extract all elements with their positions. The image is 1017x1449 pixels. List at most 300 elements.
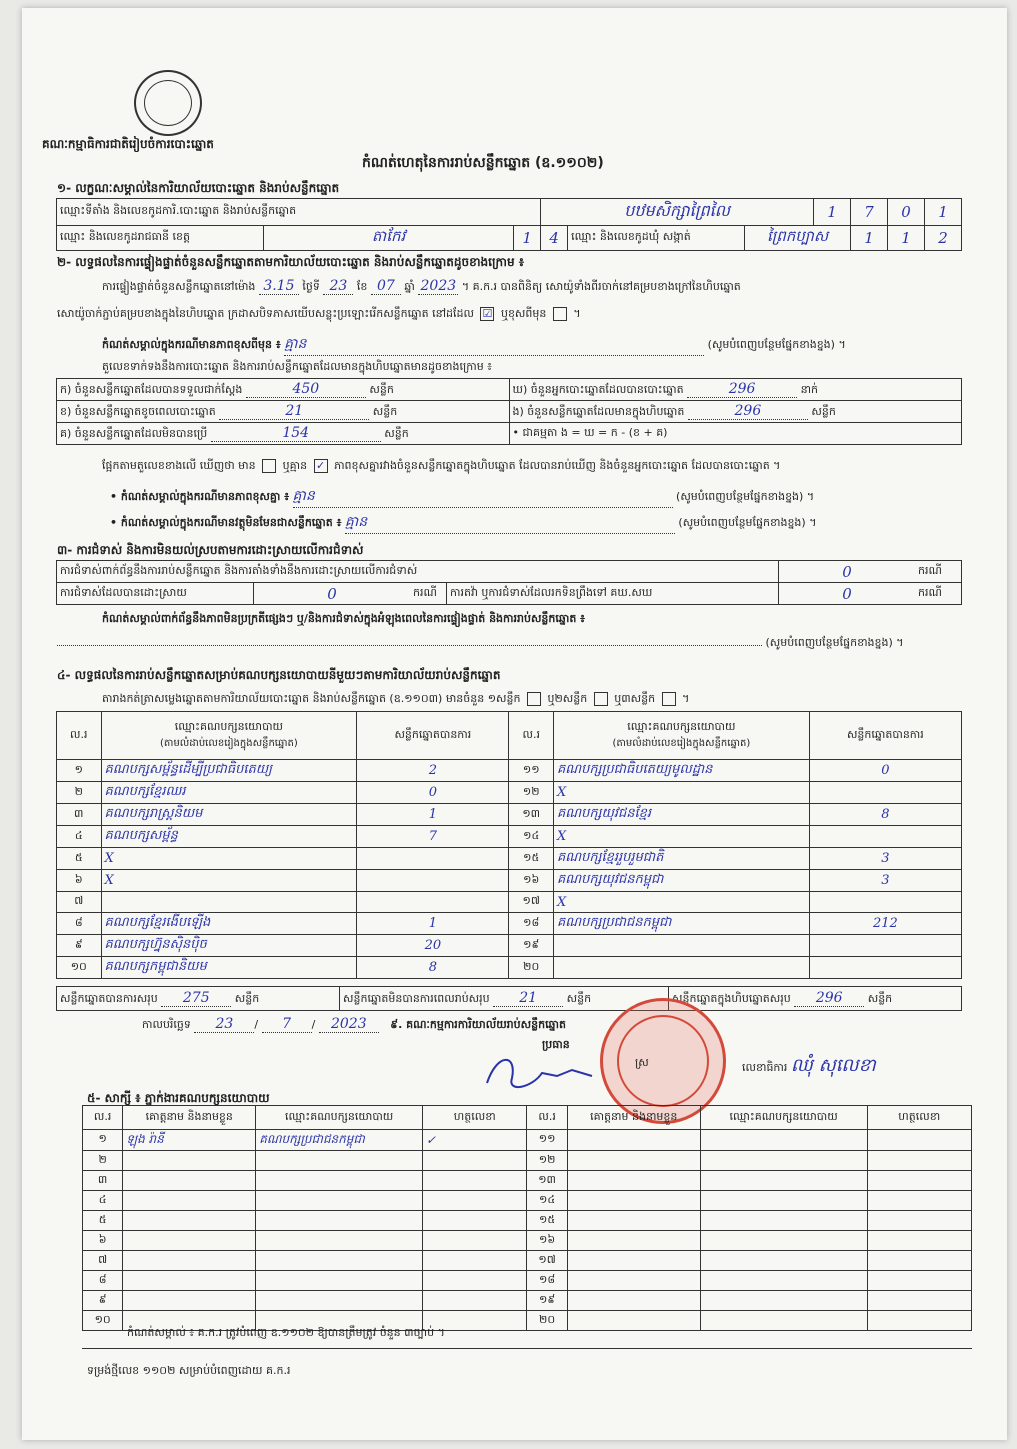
witness-no: ១ xyxy=(83,1130,123,1151)
result-party xyxy=(101,892,357,913)
objection-note-suffix: (សូមបំពេញបន្ថែមផ្នែកខាងខ្នង) ។ xyxy=(765,636,904,649)
results-row xyxy=(57,870,962,892)
witness-party xyxy=(256,1231,423,1251)
witness-party xyxy=(700,1231,867,1251)
witness-party xyxy=(256,1191,423,1211)
section-5-title: ៥- សាក្សី ៖ ភ្នាក់ងារគណបក្សនយោបាយ xyxy=(87,1091,270,1105)
result-party: គណបក្សរាស្ត្រនិយម xyxy=(101,804,357,826)
witness-party xyxy=(256,1151,423,1171)
figure-b-value: 21 xyxy=(219,403,369,420)
witness-party xyxy=(256,1251,423,1271)
verification-year-label: ឆ្នាំ xyxy=(404,280,415,293)
result-no: ១ xyxy=(57,760,102,782)
witness-h-no-right: ល.រ xyxy=(527,1106,567,1130)
witness-signature xyxy=(867,1151,972,1171)
note-1-label: កំណត់សម្គាល់ក្នុងករណីមានភាពខុសពីមុន ៖ xyxy=(102,338,281,351)
figure-a-unit: សន្លឹក xyxy=(369,382,394,396)
result-votes: 3 xyxy=(809,870,961,892)
chair-label: ប្រធាន xyxy=(542,1038,570,1051)
result-votes: 2 xyxy=(357,760,509,782)
result-party: គណបក្សយុវជនខ្មែរ xyxy=(553,804,809,826)
station-name: បឋមសិក្សាព្រៃលៃ xyxy=(541,199,814,226)
total-valid-value: 275 xyxy=(161,990,231,1007)
figures-table xyxy=(56,378,962,445)
result-votes: 0 xyxy=(357,782,509,804)
result-no: ១១ xyxy=(509,760,554,782)
witness-no: ២០ xyxy=(527,1311,567,1331)
witness-signature xyxy=(867,1251,972,1271)
witness-signature xyxy=(867,1231,972,1251)
result-party: X xyxy=(553,826,809,848)
witness-h-no-left: ល.រ xyxy=(83,1106,123,1130)
result-no: ៩ xyxy=(57,935,102,957)
witness-name xyxy=(567,1231,700,1251)
difference-line xyxy=(102,459,982,475)
witness-signature xyxy=(867,1171,972,1191)
witness-name xyxy=(567,1251,700,1271)
witness-party xyxy=(700,1191,867,1211)
note-2-value: គ្មាន xyxy=(293,486,673,508)
commune-code-2: 1 xyxy=(888,226,925,251)
tally-sheets-text: តារាងកត់ត្រាសម្លេងឆ្នោតតាមការិយាល័យបោះឆ្នោត និងរាប់សន្លឹកឆ្នោត (ឧ.១១០៣) មានចំនួន ១សន្លឹក xyxy=(102,692,521,705)
seal-line xyxy=(57,307,977,323)
witness-party xyxy=(256,1291,423,1311)
witness-name xyxy=(567,1171,700,1191)
secretary-line xyxy=(742,1053,876,1080)
witness-signature: ✓ xyxy=(423,1130,527,1151)
result-votes xyxy=(809,935,961,957)
station-code-2: 7 xyxy=(851,199,888,226)
objection-3-value: 0 xyxy=(779,583,916,605)
witness-no: ១៦ xyxy=(527,1231,567,1251)
witness-no: ១៤ xyxy=(527,1191,567,1211)
tally-2-label: ឬ២សន្លឹក xyxy=(547,692,588,705)
witness-name xyxy=(123,1231,256,1251)
province-code-2: 4 xyxy=(541,226,568,251)
note-2-suffix: (សូមបំពេញបន្ថែមផ្នែកខាងខ្នង) ។ xyxy=(676,490,815,503)
witness-party xyxy=(256,1271,423,1291)
result-party: X xyxy=(553,782,809,804)
province-name: តាកែវ xyxy=(264,226,514,251)
tally-1-checkbox[interactable] xyxy=(527,692,541,706)
results-h-votes-left: សន្លឹកឆ្នោតបានការ xyxy=(357,712,509,760)
witness-name xyxy=(567,1311,700,1331)
footer-text: ទម្រង់ថ្មីលេខ ១១០២ សម្រាប់បំពេញដោយ គ.ក.រ xyxy=(87,1364,291,1377)
result-no: ១៣ xyxy=(509,804,554,826)
result-votes xyxy=(809,782,961,804)
witness-no: ១២ xyxy=(527,1151,567,1171)
results-h-party-left-2: (តាមលំដាប់លេខរៀងក្នុងសន្លឹកឆ្នោត) xyxy=(160,738,298,749)
total-invalid-label: សន្លឹកឆ្នោតមិនបានការពេលរាប់សរុប xyxy=(343,991,490,1005)
total-valid-label: សន្លឹកឆ្នោតបានការសរុប xyxy=(60,991,158,1005)
objection-2-label: ការជំទាស់ដែលបានដោះស្រាយ xyxy=(57,583,254,605)
verification-month: 07 xyxy=(371,278,401,295)
different-checkbox[interactable] xyxy=(553,307,567,321)
result-votes: 1 xyxy=(357,913,509,935)
result-party: គណបក្សខ្មែរឈរ xyxy=(101,782,357,804)
verification-day: 23 xyxy=(323,278,353,295)
result-votes xyxy=(357,892,509,913)
results-h-no-right: ល.រ xyxy=(509,712,554,760)
figure-d-unit: នាក់ xyxy=(800,382,819,396)
seal-end: ។ xyxy=(573,307,581,320)
result-party xyxy=(553,957,809,979)
witness-name xyxy=(123,1171,256,1191)
result-no: ៣ xyxy=(57,804,102,826)
result-votes xyxy=(809,957,961,979)
witness-name xyxy=(567,1271,700,1291)
result-votes: 212 xyxy=(809,913,961,935)
witness-party xyxy=(700,1211,867,1231)
result-no: ៤ xyxy=(57,826,102,848)
results-row xyxy=(57,957,962,979)
figure-d-label: ឃ) ចំនួនអ្នកបោះឆ្នោតដែលបានបោះឆ្នោត xyxy=(512,382,684,396)
org-name: គណៈកម្មាធិការជាតិរៀបចំការបោះឆ្នោត xyxy=(42,137,214,151)
document-sheet xyxy=(22,8,1007,1440)
note-2-line xyxy=(110,486,980,508)
witness-party xyxy=(700,1171,867,1191)
witness-signature xyxy=(423,1271,527,1291)
witness-party xyxy=(700,1151,867,1171)
witness-note: កំណត់សម្គាល់ ៖ គ.ក.រ ត្រូវបំពេញ ឧ.១១០២ ឱ្យបានត្រឹមត្រូវ ចំនួន ៣ច្បាប់ ។ xyxy=(127,1326,445,1339)
witness-name xyxy=(567,1191,700,1211)
witness-h-name-left: គោត្តនាម និងនាមខ្លួន xyxy=(123,1106,256,1130)
station-table xyxy=(56,198,962,251)
note-1-value: គ្មាន xyxy=(284,334,704,356)
verification-time-label: ការផ្ទៀងផ្ទាត់ចំនួនសន្លឹកឆ្នោតនៅម៉ោង xyxy=(102,280,256,293)
result-party xyxy=(553,935,809,957)
seal-text: សោយ៉ូចាក់ភ្ជាប់គម្របខាងក្នុងនៃហិបឆ្នោត ក្រដាសបិទភាសយើបសន្លុះប្រឡោះរើកសន្លឹកឆ្នោត នៅដដែល xyxy=(57,307,474,320)
results-h-party-right-2: (តាមលំដាប់លេខរៀងក្នុងសន្លឹកឆ្នោត) xyxy=(612,738,751,749)
chair-signature xyxy=(477,1048,607,1098)
witness-no: ៣ xyxy=(83,1171,123,1191)
results-row xyxy=(57,913,962,935)
note-3-label: • កំណត់សម្គាល់ក្នុងករណីមានវត្ថុមិនមែនជាសន្លឹកឆ្នោត ៖ xyxy=(110,516,342,529)
formula: • ជាគម្មតា ង = ឃ = ក - (ខ + គ) xyxy=(509,423,962,445)
total-valid-unit: សន្លឹក xyxy=(234,991,260,1005)
result-votes xyxy=(357,870,509,892)
results-h-no-left: ល.រ xyxy=(57,712,102,760)
witness-row xyxy=(83,1271,972,1291)
objection-3-label: ការតវ៉ា ឬការជំទាស់ដែលរកទិនព្រឹងទៅ គឃ.សឃ xyxy=(447,583,779,605)
witness-name xyxy=(567,1291,700,1311)
result-no: ១០ xyxy=(57,957,102,979)
witness-h-party-left: ឈ្មោះគណបក្សនយោបាយ xyxy=(256,1106,423,1130)
result-votes: 8 xyxy=(809,804,961,826)
station-label: ឈ្មោះទីតាំង និងលេខកូដការិ.បោះឆ្នោត និងរាប់សន្លឹកឆ្នោត xyxy=(57,199,541,226)
results-row xyxy=(57,935,962,957)
witness-signature xyxy=(867,1291,972,1311)
result-no: ១៧ xyxy=(509,892,554,913)
witness-h-sign-right: ហត្ថលេខា xyxy=(867,1106,972,1130)
figure-a-label: ក) ចំនួនសន្លឹកឆ្នោតដែលបានទទួលជាក់ស្តែង xyxy=(60,382,243,396)
nec-logo xyxy=(134,70,202,136)
witness-row xyxy=(83,1151,972,1171)
witness-no: ២ xyxy=(83,1151,123,1171)
result-party: គណបក្សកម្ពុជានិយម xyxy=(101,957,357,979)
result-party: គណបក្សខ្មែរងើបឡើង xyxy=(101,913,357,935)
results-row xyxy=(57,848,962,870)
date-line: កាលបរិច្ឆេទ 23 / 7 / 2023 ៩. គណៈកម្មការការិយាល័យរាប់សន្លឹកឆ្នោត xyxy=(142,1016,567,1032)
result-party: X xyxy=(553,892,809,913)
witness-party xyxy=(256,1211,423,1231)
section-1-title: ១- លក្ខណៈសម្គាល់នៃការិយាល័យបោះឆ្នោត និងរាប់សន្លឹកឆ្នោត xyxy=(57,181,340,195)
results-row xyxy=(57,892,962,913)
figures-intro: តួលេខទាក់ទងនឹងការបោះឆ្នោត និងការរាប់សន្លឹកឆ្នោតដែលមានក្នុងហិបឆ្នោតមានដូចខាងក្រោម ៖ xyxy=(102,360,493,373)
witness-name xyxy=(123,1291,256,1311)
witness-party xyxy=(700,1291,867,1311)
objections-table xyxy=(56,560,962,605)
result-party: គណបក្សហ្វ៊ុនស៊ិនប៉ិច xyxy=(101,935,357,957)
objection-1-label: ការជំទាស់ពាក់ព័ន្ធនឹងការរាប់សន្លឹកឆ្នោត និងការតាំងទាំងនឹងការដោះស្រាយលើការជំទាស់ xyxy=(57,561,779,583)
secretary-signature: ឈុំ សុលេខា xyxy=(790,1055,876,1076)
result-votes: 1 xyxy=(357,804,509,826)
witness-party xyxy=(700,1251,867,1271)
figure-b-unit: សន្លឹក xyxy=(372,404,398,418)
result-no: ៦ xyxy=(57,870,102,892)
witness-name xyxy=(567,1211,700,1231)
result-no: ៥ xyxy=(57,848,102,870)
witness-no: ៤ xyxy=(83,1191,123,1211)
results-table xyxy=(56,711,962,979)
witness-party: គណបក្សប្រជាជនកម្ពុជា xyxy=(256,1130,423,1151)
result-party: X xyxy=(101,848,357,870)
witness-no: ១៣ xyxy=(527,1171,567,1191)
figure-c-value: 154 xyxy=(211,425,381,442)
witness-no: ៥ xyxy=(83,1211,123,1231)
witness-no: ១៩ xyxy=(527,1291,567,1311)
total-box-value: 296 xyxy=(794,990,864,1007)
witness-party xyxy=(700,1311,867,1331)
witness-no: ១៧ xyxy=(527,1251,567,1271)
witness-name xyxy=(567,1151,700,1171)
results-row xyxy=(57,782,962,804)
results-row xyxy=(57,760,962,782)
date-label: កាលបរិច្ឆេទ xyxy=(142,1018,191,1031)
objection-2-unit: ករណី xyxy=(410,583,447,605)
results-h-party-right-1: ឈ្មោះគណបក្សនយោបាយ xyxy=(627,720,736,733)
figure-e-label: ង) ចំនួនសន្លឹកឆ្នោតដែលមានក្នុងហិបឆ្នោត xyxy=(512,404,685,418)
witness-name: ឡុង រ៉ានី xyxy=(123,1130,256,1151)
witness-name xyxy=(123,1211,256,1231)
result-no: ១៩ xyxy=(509,935,554,957)
total-invalid-value: 21 xyxy=(493,990,563,1007)
witness-name xyxy=(123,1271,256,1291)
witness-party xyxy=(256,1171,423,1191)
tally-3-label: ឬ៣សន្លឹក xyxy=(614,692,656,705)
witness-no: ១១ xyxy=(527,1130,567,1151)
witness-signature xyxy=(423,1191,527,1211)
member-label: ស្រ xyxy=(635,1056,649,1069)
result-votes xyxy=(357,848,509,870)
witness-no: ១៨ xyxy=(527,1271,567,1291)
commune-code-3: 2 xyxy=(925,226,962,251)
figure-e-unit: សន្លឹក xyxy=(811,404,836,418)
different-label: ឬខុសពីមុន xyxy=(500,307,547,320)
tally-end: ។ xyxy=(682,692,690,705)
objection-note-line xyxy=(57,636,982,652)
province-label: ឈ្មោះ និងលេខកូដរាជធានី ខេត្ត xyxy=(57,226,264,251)
witness-no: ៩ xyxy=(83,1291,123,1311)
witness-name xyxy=(123,1191,256,1211)
figure-c-label: គ) ចំនួនសន្លឹកឆ្នោតដែលមិនបានប្រើ xyxy=(60,426,208,440)
figure-a-value: 450 xyxy=(246,381,366,398)
total-box-unit: សន្លឹក xyxy=(867,991,893,1005)
result-votes: 20 xyxy=(357,935,509,957)
verification-year: 2023 xyxy=(418,278,458,295)
witness-table xyxy=(82,1105,972,1331)
tally-2-checkbox[interactable] xyxy=(594,692,608,706)
witness-signature xyxy=(867,1271,972,1291)
result-no: ១៨ xyxy=(509,913,554,935)
province-code-1: 1 xyxy=(514,226,541,251)
witness-signature xyxy=(423,1211,527,1231)
secretary-label: លេខាធិការ xyxy=(742,1061,788,1074)
note-1-line xyxy=(102,334,982,356)
commune-code-1: 1 xyxy=(851,226,888,251)
commune-name: ព្រៃកប្បាស xyxy=(745,226,851,251)
difference-none-checkbox[interactable]: ✓ xyxy=(314,459,328,473)
result-party: គណបក្សប្រជាធិបតេយ្យមូលដ្ឋាន xyxy=(553,760,809,782)
witness-row xyxy=(83,1251,972,1271)
result-votes: 7 xyxy=(357,826,509,848)
difference-has-checkbox[interactable] xyxy=(262,459,276,473)
result-party: គណបក្សប្រជាជនកម្ពុជា xyxy=(553,913,809,935)
date-day: 23 xyxy=(194,1016,254,1033)
witness-h-sign-left: ហត្ថលេខា xyxy=(423,1106,527,1130)
result-no: ១២ xyxy=(509,782,554,804)
total-box-label: សន្លឹកឆ្នោតក្នុងហិបឆ្នោតសរុប xyxy=(672,991,791,1005)
note-3-line xyxy=(110,512,980,534)
objection-note-label: កំណត់សម្គាល់ពាក់ព័ន្ធនឹងភាពមិនប្រក្រតីផ្សេងៗ ឬ/និងការជំទាស់ក្នុងអំឡុងពេលនៃការផ្ទៀងផ្ទាត់ និងការរាប់សន្លឹកឆ្នោត ៖ xyxy=(102,612,586,625)
same-checkbox[interactable]: ☑ xyxy=(480,307,494,321)
result-no: ១៦ xyxy=(509,870,554,892)
result-votes: 3 xyxy=(809,848,961,870)
figure-b-label: ខ) ចំនួនសន្លឹកឆ្នោតខូចពេលបោះឆ្នោត xyxy=(60,404,216,418)
witness-row xyxy=(83,1130,972,1151)
witness-no: ៨ xyxy=(83,1271,123,1291)
figure-c-unit: សន្លឹក xyxy=(384,426,409,440)
results-h-party-left-1: ឈ្មោះគណបក្សនយោបាយ xyxy=(174,720,284,733)
difference-text: ភាពខុសគ្នារវាងចំនួនសន្លឹកឆ្នោតក្នុងហិបឆ្នោត ដែលបានរាប់ឃើញ និងចំនួនអ្នកបោះឆ្នោត ដែលបានបោះឆ្នោត ។ xyxy=(334,459,781,472)
form-title: កំណត់ហេតុនៃការរាប់សន្លឹកឆ្នោត (ឧ.១១០២) xyxy=(362,155,604,171)
witness-signature xyxy=(423,1151,527,1171)
witness-name xyxy=(567,1130,700,1151)
note-3-value: គ្មាន xyxy=(345,512,675,534)
witness-signature xyxy=(867,1191,972,1211)
station-code-3: 0 xyxy=(888,199,925,226)
witness-signature xyxy=(867,1211,972,1231)
section-2-title: ២- លទ្ធផលនៃការផ្ទៀងផ្ទាត់ចំនួនសន្លឹកឆ្នោតតាមការិយាល័យបោះឆ្នោត និងរាប់សន្លឹកឆ្នោតដូចខាងក្រោម ៖ xyxy=(57,255,525,269)
result-votes xyxy=(809,826,961,848)
witness-h-name-right: គោត្តនាម និងនាមខ្លួន xyxy=(567,1106,700,1130)
witness-party xyxy=(700,1271,867,1291)
witness-name xyxy=(123,1151,256,1171)
result-votes xyxy=(809,892,961,913)
verification-time: 3.15 xyxy=(259,278,299,295)
result-no: ២ xyxy=(57,782,102,804)
result-no: ៧ xyxy=(57,892,102,913)
result-no: ៨ xyxy=(57,913,102,935)
result-party: គណបក្សយុវជនកម្ពុជា xyxy=(553,870,809,892)
witness-no: ១៥ xyxy=(527,1211,567,1231)
section-3-title: ៣- ការជំទាស់ និងការមិនយល់ស្របតាមការដោះស្រាយលើការជំទាស់ xyxy=(57,543,364,557)
committee-label: ៩. គណៈកម្មការការិយាល័យរាប់សន្លឹកឆ្នោត xyxy=(390,1018,567,1031)
figure-e-value: 296 xyxy=(688,403,808,420)
result-votes: 0 xyxy=(809,760,961,782)
result-party: គណបក្សសម្ព័ន្ធ xyxy=(101,826,357,848)
objection-1-value: 0 xyxy=(779,561,916,583)
result-party: គណបក្សសម្ព័ន្ធដើម្បីប្រជាធិបតេយ្យ xyxy=(101,760,357,782)
witness-signature xyxy=(423,1171,527,1191)
commune-label: ឈ្មោះ និងលេខកូដឃុំ សង្កាត់ xyxy=(568,226,745,251)
footer-divider xyxy=(82,1348,972,1349)
witness-party xyxy=(700,1130,867,1151)
result-votes: 8 xyxy=(357,957,509,979)
note-3-suffix: (សូមបំពេញបន្ថែមផ្នែកខាងខ្នង) ។ xyxy=(678,516,817,529)
objection-3-unit: ករណី xyxy=(915,583,962,605)
results-h-party-left xyxy=(101,712,357,760)
section-4-title: ៤- លទ្ធផលនៃការរាប់សន្លឹកឆ្នោតសម្រាប់គណបក្សនយោបាយនីមួយៗតាមការិយាល័យរាប់សន្លឹកឆ្នោត xyxy=(57,668,501,682)
note-1-suffix: (សូមបំពេញបន្ថែមផ្នែកខាងខ្នង) ។ xyxy=(707,338,846,351)
verification-month-label: ខែ xyxy=(356,280,368,293)
verification-text: ។ គ.ក.រ បានពិនិត្យ សោយ៉ូទាំងពីរចាក់នៅគម្របខាងក្រៅនៃហិបឆ្នោត xyxy=(461,280,741,293)
witness-row xyxy=(83,1191,972,1211)
figure-d-value: 296 xyxy=(687,381,797,398)
result-no: ១៥ xyxy=(509,848,554,870)
witness-signature xyxy=(867,1130,972,1151)
verification-day-label: ថ្ងៃទី xyxy=(302,280,320,293)
objection-note-blank xyxy=(57,645,762,646)
results-row xyxy=(57,804,962,826)
witness-signature xyxy=(867,1311,972,1331)
witness-signature xyxy=(423,1291,527,1311)
result-no: ១៤ xyxy=(509,826,554,848)
witness-name xyxy=(123,1251,256,1271)
total-invalid-unit: សន្លឹក xyxy=(566,991,592,1005)
witness-no: ៧ xyxy=(83,1251,123,1271)
result-no: ២០ xyxy=(509,957,554,979)
witness-row xyxy=(83,1211,972,1231)
note-2-label: • កំណត់សម្គាល់ក្នុងករណីមានភាពខុសគ្នា ៖ xyxy=(110,490,290,503)
tally-sheets-line xyxy=(102,692,689,708)
station-code-4: 1 xyxy=(925,199,962,226)
date-year: 2023 xyxy=(319,1016,379,1033)
witness-row xyxy=(83,1231,972,1251)
witness-signature xyxy=(423,1251,527,1271)
results-h-party-right xyxy=(553,712,809,760)
witness-no: ១០ xyxy=(83,1311,123,1331)
result-party: គណបក្សខ្មែររួបរួមជាតិ xyxy=(553,848,809,870)
results-row xyxy=(57,826,962,848)
witness-row xyxy=(83,1171,972,1191)
difference-has-label: ផ្អែកតាមតួលេខខាងលើ ឃើញថា មាន xyxy=(102,459,256,472)
witness-signature xyxy=(423,1231,527,1251)
result-party: X xyxy=(101,870,357,892)
date-month: 7 xyxy=(262,1016,312,1033)
difference-none-label: ឬគ្មាន xyxy=(282,459,308,472)
results-totals xyxy=(56,986,962,1011)
results-h-votes-right: សន្លឹកឆ្នោតបានការ xyxy=(809,712,961,760)
objection-1-unit: ករណី xyxy=(915,561,962,583)
witness-row xyxy=(83,1291,972,1311)
witness-h-party-right: ឈ្មោះគណបក្សនយោបាយ xyxy=(700,1106,867,1130)
witness-no: ៦ xyxy=(83,1231,123,1251)
tally-3-checkbox[interactable] xyxy=(662,692,676,706)
station-code-1: 1 xyxy=(814,199,851,226)
verification-line xyxy=(102,278,982,296)
objection-2-value: 0 xyxy=(254,583,411,605)
